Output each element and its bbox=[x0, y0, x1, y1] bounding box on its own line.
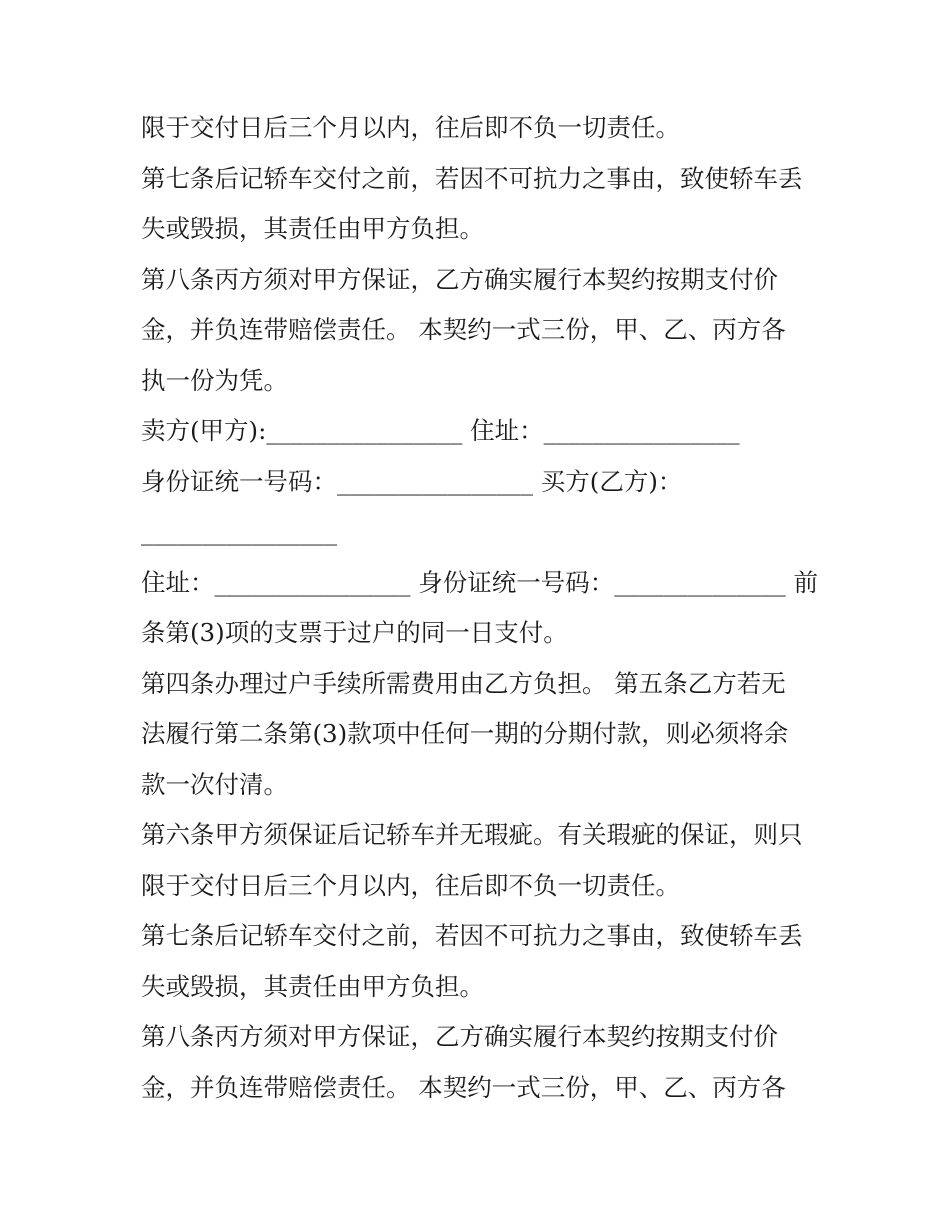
text-line: 执一份为凭。 bbox=[141, 365, 288, 395]
text-line: 限于交付日后三个月以内，往后即不负一切责任。 bbox=[141, 870, 680, 900]
text-line: 限于交付日后三个月以内，往后即不负一切责任。 bbox=[141, 113, 680, 142]
text-line: 第七条后记轿车交付之前，若因不可抗力之事由，致使轿车丢 bbox=[141, 921, 803, 950]
text-line: 失或毁损，其责任由甲方负担。 bbox=[141, 971, 484, 1001]
text-line: 第七条后记轿车交付之前，若因不可抗力之事由，致使轿车丢 bbox=[141, 163, 803, 193]
id-buyer-line: 身份证统一号码：________________ 买方(乙方)： bbox=[141, 466, 683, 496]
blank-field-line: ________________ bbox=[141, 517, 337, 546]
text-line: 金，并负连带赔偿责任。 本契约一式三份，甲、乙、丙方各 bbox=[141, 1072, 786, 1102]
text-line: 款一次付清。 bbox=[141, 769, 288, 799]
text-line: 条第(3)项的支票于过户的同一日支付。 bbox=[141, 618, 568, 647]
seller-info-line: 卖方(甲方):________________ 住址：________________ bbox=[141, 416, 740, 445]
text-line: 第八条丙方须对甲方保证，乙方确实履行本契约按期支付价 bbox=[141, 1022, 778, 1051]
text-line: 第六条甲方须保证后记轿车并无瑕疵。有关瑕疵的保证，则只 bbox=[141, 820, 803, 849]
text-line: 金，并负连带赔偿责任。 本契约一式三份，甲、乙、丙方各 bbox=[141, 315, 786, 344]
text-line: 失或毁损，其责任由甲方负担。 bbox=[141, 214, 484, 243]
document-body bbox=[141, 103, 831, 1113]
address-id-line: 住址：________________ 身份证统一号码：______________ 前 bbox=[141, 567, 819, 597]
text-line: 法履行第二条第(3)款项中任何一期的分期付款，则必须将余 bbox=[141, 719, 789, 748]
text-line: 第四条办理过户手续所需费用由乙方负担。 第五条乙方若无 bbox=[141, 668, 786, 698]
text-line: 第八条丙方须对甲方保证，乙方确实履行本契约按期支付价 bbox=[141, 264, 778, 294]
